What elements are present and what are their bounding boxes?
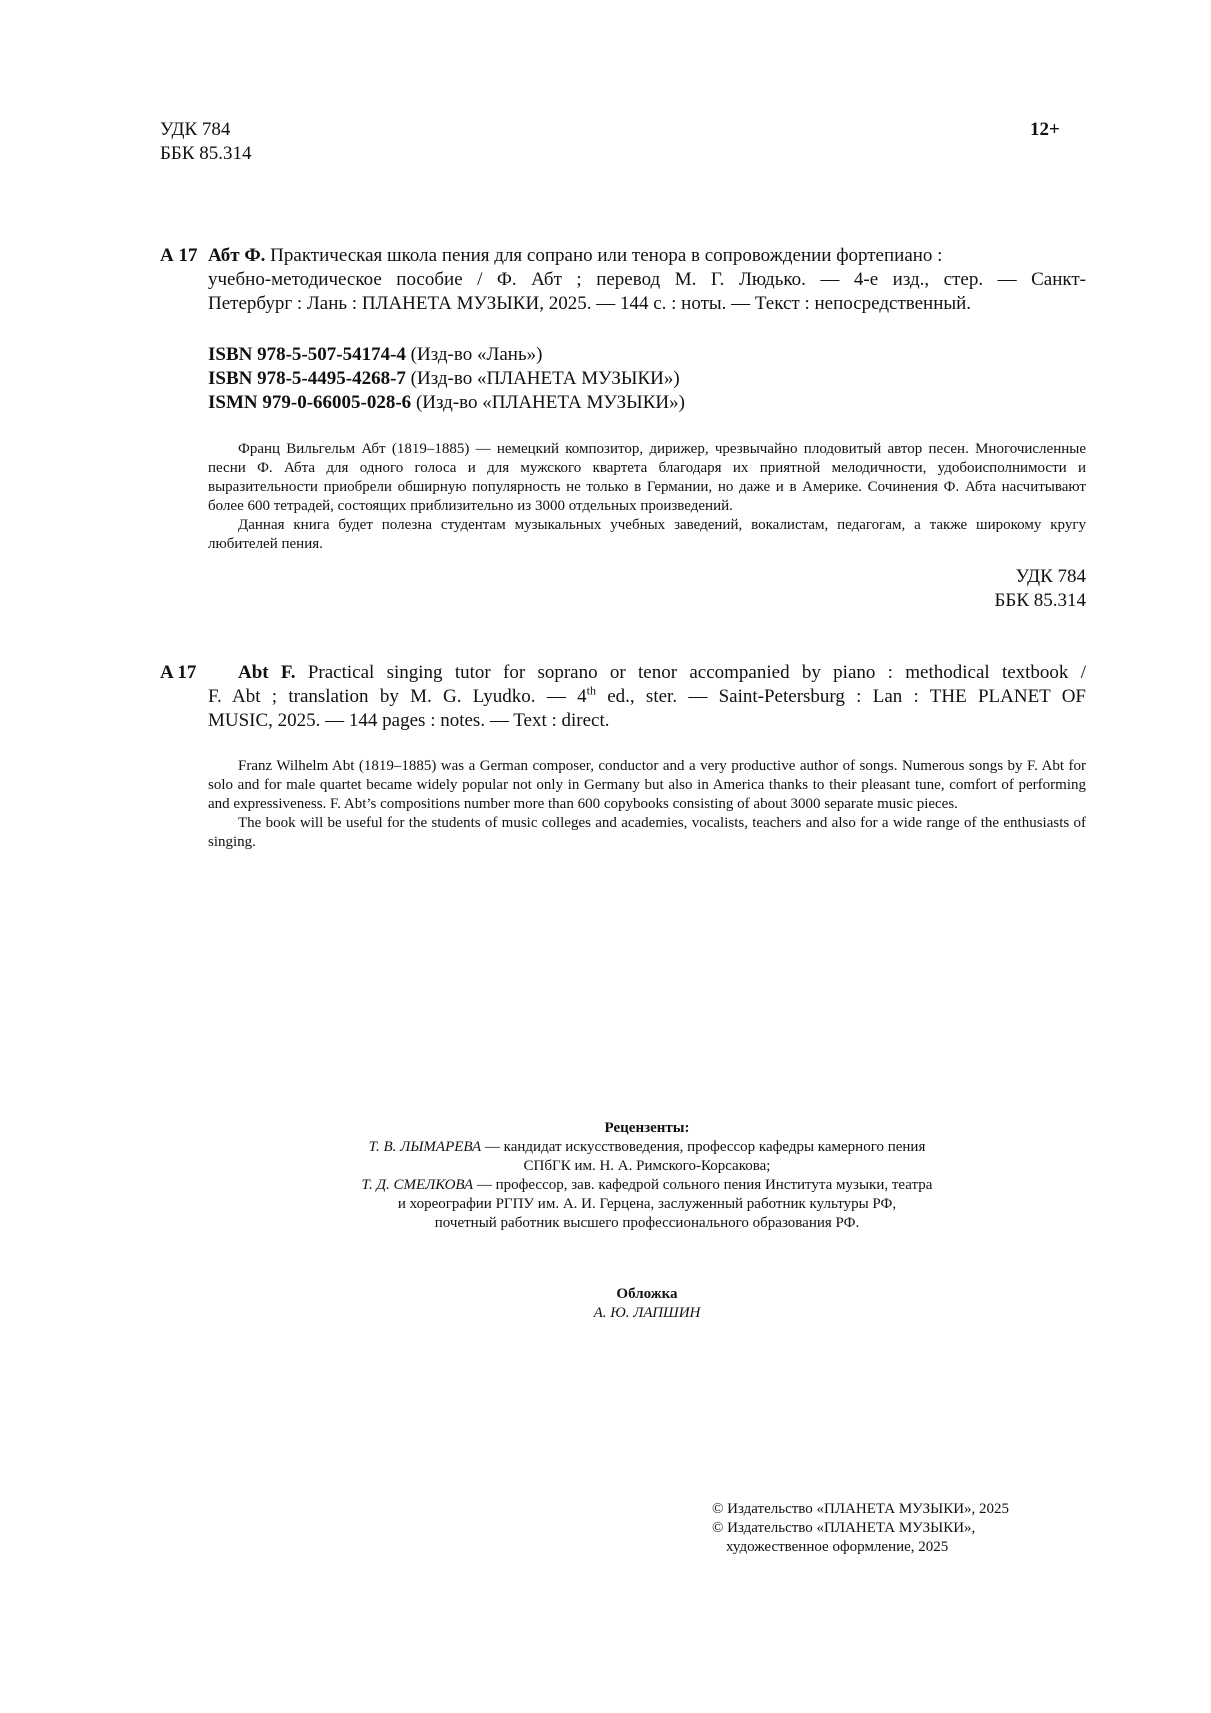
copyright-line1: © Издательство «ПЛАНЕТА МУЗЫКИ», 2025 xyxy=(712,1501,1010,1517)
isbn-lan-number: ISBN 978-5-507-54174-4 xyxy=(208,344,406,365)
reviewer-2 xyxy=(208,1176,1086,1195)
reviewers-block xyxy=(208,1119,1086,1233)
reviewer-2-line2: и хореографии РГПУ им. А. И. Герцена, заслуженный работник культуры РФ, xyxy=(397,1196,897,1212)
reviewer-2-text: — профессор, зав. кафедрой сольного пения Института музыки, театра xyxy=(473,1177,933,1193)
ismn-planet-number: ISMN 979-0-66005-028-6 xyxy=(208,392,412,413)
en-abstract xyxy=(208,757,1086,852)
en-line2-a: F. Abt ; translation by M. G. Lyudko. — 4 xyxy=(208,686,587,707)
en-line1: Practical singing tutor for soprano or tenor accompanied by piano : methodical textbook / xyxy=(307,662,1087,683)
en-author: Abt F. xyxy=(238,662,296,683)
isbn-planet-publisher: (Изд-во «ПЛАНЕТА МУЗЫКИ») xyxy=(410,368,680,389)
ru-line2: учебно-методическое пособие / Ф. Абт ; перевод М. Г. Людько. — 4-е изд., стер. — Санкт- xyxy=(208,269,1086,290)
isbn-lan-publisher: (Изд-во «Лань») xyxy=(410,344,543,365)
ru-abstract-p2: Данная книга будет полезна студентам музыкальных учебных заведений, вокалистам, педагогам, а также широкому кругу любителей пения. xyxy=(208,517,1086,552)
ru-line3: Петербург : Лань : ПЛАНЕТА МУЗЫКИ, 2025. — 144 с. : ноты. — Текст : непосредственный. xyxy=(208,293,972,314)
reviewers-heading: Рецензенты: xyxy=(604,1120,690,1136)
ismn-planet xyxy=(208,391,685,414)
ru-author: Абт Ф. xyxy=(208,245,266,266)
ru-abstract xyxy=(208,440,1086,554)
en-line2-b: ed., ster. — Saint-Petersburg : Lan : THE PLANET OF xyxy=(595,686,1087,707)
header-udk: УДК 784 xyxy=(160,119,231,140)
copyright-line3: художественное оформление, 2025 xyxy=(726,1539,949,1555)
en-code: A 17 xyxy=(160,662,197,683)
ismn-planet-publisher: (Изд-во «ПЛАНЕТА МУЗЫКИ») xyxy=(415,392,685,413)
reviewer-1-name: Т. В. ЛЫМАРЕВА xyxy=(368,1139,482,1155)
age-rating: 12+ xyxy=(1030,119,1060,140)
copyright-line2: © Издательство «ПЛАНЕТА МУЗЫКИ», xyxy=(712,1520,976,1536)
cover-heading: Обложка xyxy=(616,1286,678,1302)
reviewer-1-line2: СПбГК им. Н. А. Римского-Корсакова; xyxy=(523,1158,771,1174)
en-line2-sup: th xyxy=(586,683,596,698)
ru-description xyxy=(208,244,1086,267)
cover-block xyxy=(208,1285,1086,1323)
en-line2 xyxy=(208,685,1086,708)
en-abstract-p1: Franz Wilhelm Abt (1819–1885) was a German composer, conductor and a very productive author of songs. Numerous songs by F. Abt for solo and for male quartet became widely popular not only in Germany but also in America thanks to their pleasant tune, comfort of performing and expressiveness. F. Abt’s compositions number more than 600 copybooks consisting of about 3000 separate music pieces. xyxy=(208,758,1086,812)
en-line1-block xyxy=(238,661,1086,684)
isbn-lan xyxy=(208,343,542,366)
reviewer-1-text: — кандидат искусствоведения, профессор кафедры камерного пения xyxy=(481,1139,926,1155)
header-bbk: ББК 85.314 xyxy=(160,143,252,164)
reviewer-2-line3: почетный работник высшего профессионального образования РФ. xyxy=(434,1215,860,1231)
cover-designer: А. Ю. ЛАПШИН xyxy=(593,1305,701,1321)
copyright-block xyxy=(712,1500,1092,1557)
en-abstract-p2: The book will be useful for the students of music colleges and academies, vocalists, teachers and also for a wide range of the enthusiasts of singing. xyxy=(208,815,1086,850)
ru-abstract-p1: Франц Вильгельм Абт (1819–1885) — немецкий композитор, дирижер, чрезвычайно плодовитый автор песен. Многочисленные песни Ф. Абта для одного голоса и для мужского квартета благодаря их приятной мелодичности, удобоисполнимости и выразительности приобрели обширную популярность не только в Германии, но даже и в Америке. Сочинения Ф. Абта насчитывают более 600 тетрадей, состоящих приблизительно из 3000 отдельных произведений. xyxy=(208,441,1086,514)
isbn-planet-number: ISBN 978-5-4495-4268-7 xyxy=(208,368,406,389)
reviewer-2-name: Т. Д. СМЕЛКОВА xyxy=(361,1177,474,1193)
en-line3: MUSIC, 2025. — 144 pages : notes. — Text : direct. xyxy=(208,710,610,731)
reviewer-1 xyxy=(208,1138,1086,1157)
ru-line1: Практическая школа пения для сопрано или тенора в сопровождении фортепиано : xyxy=(270,245,943,266)
ru-bbk: ББК 85.314 xyxy=(994,590,1086,611)
ru-udk: УДК 784 xyxy=(1015,566,1086,587)
isbn-planet xyxy=(208,367,680,390)
ru-code: А 17 xyxy=(160,245,198,266)
